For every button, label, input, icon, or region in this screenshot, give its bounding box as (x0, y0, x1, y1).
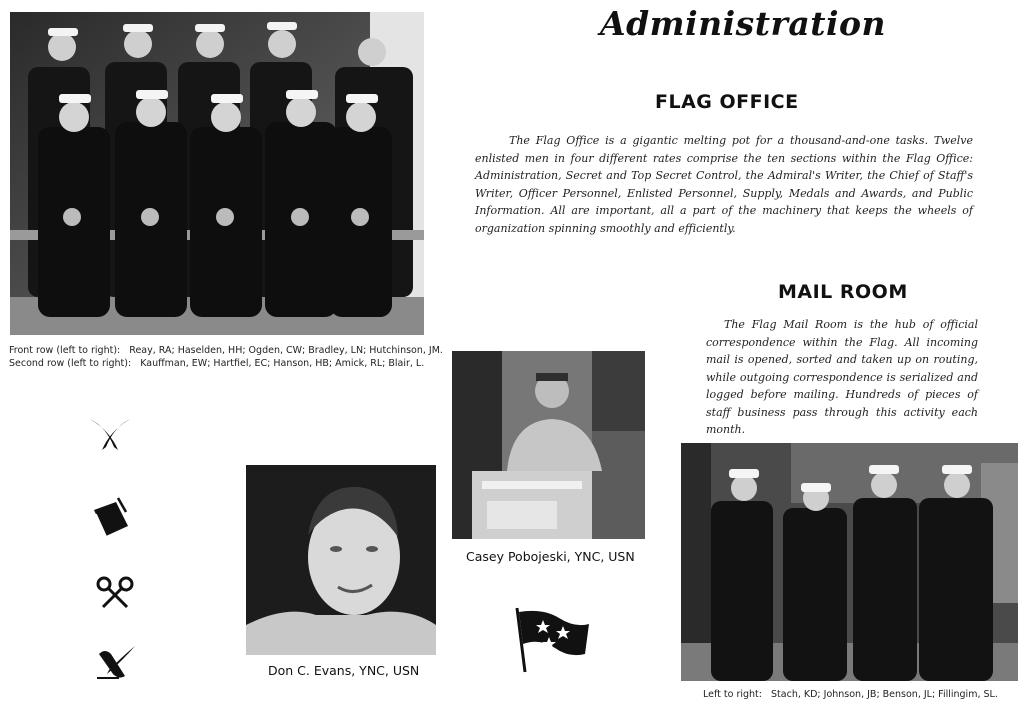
book-icon (90, 496, 132, 540)
crossed-quills-icon (88, 417, 132, 453)
crossed-keys-icon (95, 575, 135, 609)
mail-room-photo (681, 443, 1018, 681)
don-portrait-photo (246, 465, 436, 655)
flag-office-heading: FLAG OFFICE (655, 91, 799, 113)
don-caption: Don C. Evans, YNC, USN (268, 663, 420, 678)
admiral-flag-icon (513, 606, 593, 674)
scroll-quill-icon (95, 644, 137, 680)
page-title: Administration (600, 4, 887, 43)
second-row-caption (9, 357, 443, 370)
front-row-label: Front row (left to right): (9, 345, 121, 356)
group-photo (10, 12, 424, 335)
mail-caption-label: Left to right: (703, 689, 762, 700)
mail-photo-caption (703, 688, 998, 701)
flag-office-paragraph: The Flag Office is a gigantic melting pot for a thousand-and-one tasks. Twelve enlisted men in four different rates comprise the ten sections within the Flag Office: Administration, Secret and Top Secret Control, the Admiral's Writer, the Chief of Staff's Writer, Officer Personnel, Enlisted Personnel, Supply, Medals and Awards, and Public Information. All are important, all a part of the machinery that keeps the wheels of organization spinning smoothly and efficiently. (475, 134, 973, 235)
mail-room-heading: MAIL ROOM (778, 281, 908, 303)
group-photo-caption (9, 344, 443, 370)
mail-room-paragraph: The Flag Mail Room is the hub of official correspondence within the Flag. All incoming mail is opened, sorted and taken up on routing, while outgoing correspondence is serialized and logged before mailing. Hundreds of pieces of staff business pass through this activity each month. (706, 318, 978, 436)
second-row-label: Second row (left to right): (9, 358, 132, 369)
second-row-names: Kauffman, EW; Hartfiel, EC; Hanson, HB; Amick, RL; Blair, L. (140, 358, 425, 369)
casey-portrait-photo (452, 351, 645, 539)
casey-caption: Casey Pobojeski, YNC, USN (466, 549, 635, 564)
mail-caption-names: Stach, KD; Johnson, JB; Benson, JL; Fillingim, SL. (771, 689, 998, 700)
front-row-caption (9, 344, 443, 357)
front-row-names: Reay, RA; Haselden, HH; Ogden, CW; Bradley, LN; Hutchinson, JM. (129, 345, 443, 356)
